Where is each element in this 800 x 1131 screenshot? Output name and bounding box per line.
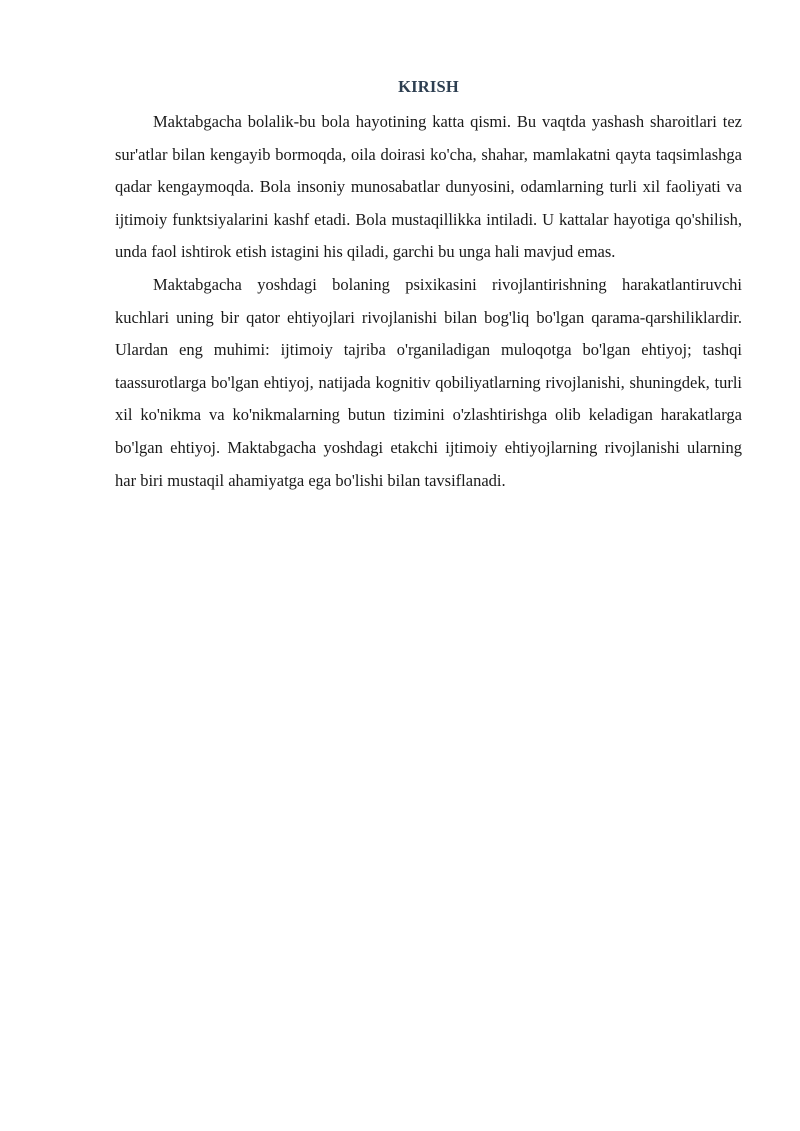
paragraph-1: Maktabgacha bolalik-bu bola hayotining katta qismi. Bu vaqtda yashash sharoitlari tez sur'atlar bilan kengayib bormoqda, oila doirasi ko'cha, shahar, mamlakatni qayta taqsimlashga qadar kengaymoqda. Bola insoniy munosabatlar dunyosini, odamlarning turli xil faoliyati va ijtimoiy funktsiyalarini kashf etadi. Bola mustaqillikka intiladi. U kattalar hayotiga qo'shilish, unda faol ishtirok etish istagini his qiladi, garchi bu unga hali mavjud emas.: [115, 112, 742, 262]
section-heading: KIRISH: [398, 77, 459, 96]
document-page: [115, 76, 742, 497]
paragraph-2: Maktabgacha yoshdagi bolaning psixikasini rivojlantirishning harakatlantiruvchi kuchlari uning bir qator ehtiyojlari rivojlanishi bilan bog'liq bo'lgan qarama-qarshiliklardir. Ulardan eng muhimi: ijtimoiy tajriba o'rganiladigan muloqotga bo'lgan ehtiyoj; tashqi taassurotlarga bo'lgan ehtiyoj, natijada kognitiv qobiliyatlarning rivojlanishi, shuningdek, turli xil ko'nikma va ko'nikmalarning butun tizimini o'zlashtirishga olib keladigan harakatlarga bo'lgan ehtiyoj. Maktabgacha yoshdagi etakchi ijtimoiy ehtiyojlarning rivojlanishi ularning har biri mustaqil ahamiyatga ega bo'lishi bilan tavsiflanadi.: [115, 274, 742, 490]
